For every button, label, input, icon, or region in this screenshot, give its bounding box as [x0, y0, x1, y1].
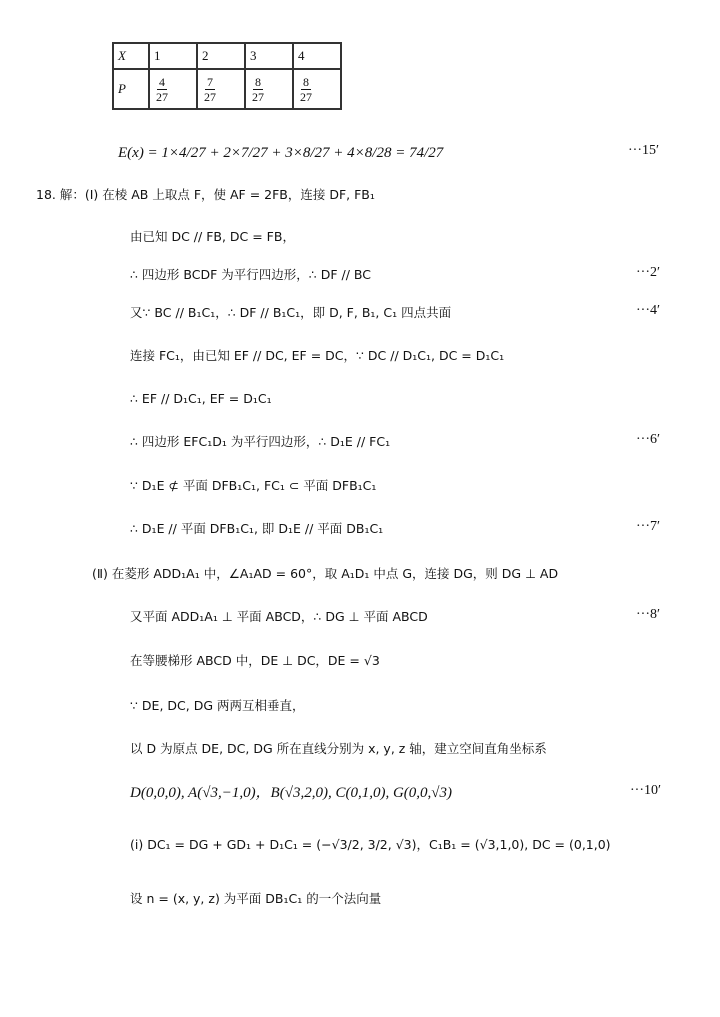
fraction-numerator: 8 — [255, 74, 261, 89]
table-cell — [293, 69, 341, 109]
fraction-numerator: 8 — [303, 74, 309, 89]
score-mark: ···6′ — [636, 432, 661, 447]
fraction-denominator: 27 — [204, 89, 216, 104]
table-cell — [245, 69, 293, 109]
score-mark: ···10′ — [630, 783, 662, 798]
proof-line: 又平面 ADD₁A₁ ⊥ 平面 ABCD，∴ DG ⊥ 平面 ABCD — [130, 609, 428, 624]
expectation-line: E(x) = 1×4/27 + 2×7/27 + 3×8/27 + 4×8/28 = 74/27 — [118, 145, 444, 161]
solution-18-heading: 18. 解：(Ⅰ) 在棱 AB 上取点 F，使 AF = 2FB，连接 DF, FB₁ — [36, 187, 375, 202]
table-row-p — [113, 69, 341, 109]
table-cell: 1 — [149, 43, 197, 69]
proof-line: ∴ D₁E // 平面 DFB₁C₁, 即 D₁E // 平面 DB₁C₁ — [130, 521, 384, 536]
proof-line: ∴ 四边形 BCDF 为平行四边形，∴ DF // BC — [130, 267, 371, 282]
fraction-numerator: 4 — [159, 74, 165, 89]
score-mark: ···8′ — [636, 607, 661, 622]
table-cell: 2 — [197, 43, 245, 69]
score-mark: ···4′ — [636, 303, 661, 318]
proof-line: 连接 FC₁，由已知 EF // DC, EF = DC，∵ DC // D₁C₁, DC = D₁C₁ — [130, 348, 505, 363]
vector-line: (ⅰ) DC₁ = DG + GD₁ + D₁C₁ = (−√3/2, 3/2, √3)，C₁B₁ = (√3,1,0), DC = (0,1,0) — [130, 837, 611, 852]
score-mark: ···2′ — [636, 265, 661, 280]
table-cell — [149, 69, 197, 109]
fraction-denominator: 27 — [252, 89, 264, 104]
table-cell — [197, 69, 245, 109]
fraction-numerator: 7 — [207, 74, 213, 89]
score-mark: ···15′ — [628, 143, 660, 158]
proof-line: 由已知 DC // FB, DC = FB， — [130, 229, 295, 244]
table-cell: 4 — [293, 43, 341, 69]
distribution-table — [112, 42, 342, 110]
proof-line: 在等腰梯形 ABCD 中，DE ⊥ DC，DE = √3 — [130, 653, 380, 668]
proof-line: ∴ EF // D₁C₁, EF = D₁C₁ — [130, 391, 272, 406]
table-head-x: X — [113, 43, 149, 69]
normal-vector-line: 设 n = (x, y, z) 为平面 DB₁C₁ 的一个法向量 — [130, 891, 382, 906]
table-row-x — [113, 43, 341, 69]
fraction-denominator: 27 — [300, 89, 312, 104]
table-head-p: P — [113, 69, 149, 109]
fraction-denominator: 27 — [156, 89, 168, 104]
proof-line: ∵ DE, DC, DG 两两互相垂直， — [130, 698, 305, 713]
proof-line: 又∵ BC // B₁C₁，∴ DF // B₁C₁，即 D, F, B₁, C₁ 四点共面 — [130, 305, 452, 320]
proof-line: ∵ D₁E ⊄ 平面 DFB₁C₁, FC₁ ⊂ 平面 DFB₁C₁ — [130, 478, 377, 493]
coordinates-line: D(0,0,0), A(√3,−1,0)，B(√3,2,0), C(0,1,0), G(0,0,√3) — [130, 785, 452, 801]
score-mark: ···7′ — [636, 519, 661, 534]
proof-line: 以 D 为原点 DE, DC, DG 所在直线分别为 x, y, z 轴，建立空间直角坐标系 — [130, 741, 547, 756]
proof-line: ∴ 四边形 EFC₁D₁ 为平行四边形，∴ D₁E // FC₁ — [130, 434, 391, 449]
table-cell: 3 — [245, 43, 293, 69]
part-2-heading: (Ⅱ) 在菱形 ADD₁A₁ 中，∠A₁AD = 60°，取 A₁D₁ 中点 G，连接 DG，则 DG ⊥ AD — [92, 566, 559, 581]
